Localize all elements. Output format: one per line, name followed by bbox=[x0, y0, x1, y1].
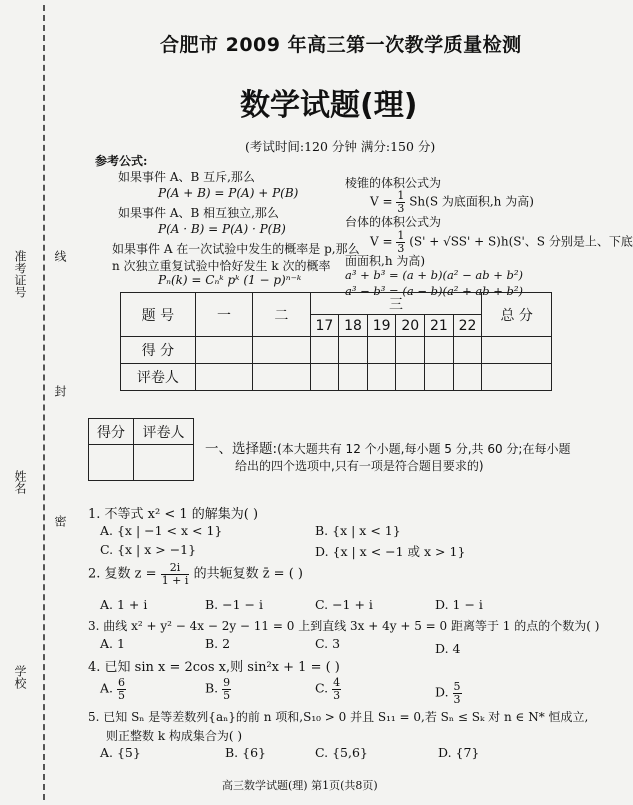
q4-option-a[interactable]: A. $\frac{6}{5}$ bbox=[100, 676, 125, 702]
seal-char-xian: 线 bbox=[53, 250, 67, 262]
grader-box-score-cell[interactable] bbox=[89, 445, 134, 481]
col-part-one: 一 bbox=[195, 293, 252, 337]
question-5-stem: 5. 已知 Sₙ 是等差数列{aₙ}的前 n 项和,S₁₀ > 0 并且 S₁₁ = 0,若 Sₙ ≤ Sₖ 对 n ∈ N* 恒成立, bbox=[88, 710, 589, 724]
q4-option-c[interactable]: C. $\frac{4}{3}$ bbox=[315, 676, 341, 702]
q2-option-d[interactable]: D. 1 − i bbox=[435, 597, 483, 612]
q5-option-a[interactable]: A. {5} bbox=[100, 745, 141, 760]
q2-option-a[interactable]: A. 1 + i bbox=[100, 597, 148, 612]
question-2-stem: 2. 复数 z = $\frac{2i}{1 + i}$ 的共轭复数 z̄ = ( ) bbox=[88, 561, 303, 587]
col-total: 总 分 bbox=[482, 293, 552, 337]
question-5-stem-cont: 则正整数 k 构成集合为( ) bbox=[106, 729, 243, 743]
q1-option-a[interactable]: A. {x | −1 < x < 1} bbox=[100, 523, 223, 538]
grader-cell[interactable] bbox=[453, 364, 482, 391]
grader-box bbox=[88, 418, 194, 481]
grader-cell[interactable] bbox=[396, 364, 425, 391]
score-cell[interactable] bbox=[396, 337, 425, 364]
col-part-two: 二 bbox=[253, 293, 310, 337]
q5-option-b[interactable]: B. {6} bbox=[225, 745, 266, 760]
score-cell[interactable] bbox=[253, 337, 310, 364]
paper-subtitle: 数学试题(理) bbox=[240, 88, 418, 123]
score-cell[interactable] bbox=[453, 337, 482, 364]
grader-cell[interactable] bbox=[310, 364, 339, 391]
grader-box-score-label: 得分 bbox=[89, 419, 134, 445]
frustum-formula-cont: 面面积,h 为高) bbox=[345, 254, 426, 268]
name-label: 姓名 bbox=[13, 470, 27, 494]
formula-2-desc: 如果事件 A、B 相互独立,那么 bbox=[118, 206, 279, 220]
score-cell[interactable] bbox=[425, 337, 454, 364]
exam-title: 合肥市 2009 年高三第一次教学质量检测 bbox=[160, 34, 522, 56]
formula-3-desc2: n 次独立重复试验中恰好发生 k 次的概率 bbox=[112, 259, 331, 273]
sub-col-19: 19 bbox=[367, 315, 396, 337]
q3-option-c[interactable]: C. 3 bbox=[315, 636, 341, 651]
pyramid-heading: 棱锥的体积公式为 bbox=[345, 176, 442, 190]
question-4-stem: 4. 已知 sin x = 2cos x,则 sin²x + 1 = ( ) bbox=[88, 660, 340, 675]
score-cell[interactable] bbox=[310, 337, 339, 364]
grader-cell[interactable] bbox=[482, 364, 552, 391]
frustum-heading: 台体的体积公式为 bbox=[345, 215, 442, 229]
score-cell[interactable] bbox=[482, 337, 552, 364]
col-part-three: 三 bbox=[310, 293, 482, 315]
row-label-score: 得 分 bbox=[121, 337, 196, 364]
section1-desc: 给出的四个选项中,只有一项是符合题目要求的) bbox=[235, 459, 484, 473]
question-1-stem: 1. 不等式 x² < 1 的解集为( ) bbox=[88, 507, 259, 522]
row-label-grader: 评卷人 bbox=[121, 364, 196, 391]
grader-box-grader-cell[interactable] bbox=[134, 445, 194, 481]
frustum-formula: V = $\frac{1}{3}$ (S' + √SS' + S)h(S'、S 分别是上、下底 bbox=[370, 229, 633, 255]
grader-cell[interactable] bbox=[253, 364, 310, 391]
exam-info: (考试时间:120 分钟 满分:150 分) bbox=[245, 139, 436, 154]
exam-id-label: 准考证号 bbox=[13, 250, 27, 298]
q5-option-c[interactable]: C. {5,6} bbox=[315, 745, 368, 760]
q4-option-d[interactable]: D. $\frac{5}{3}$ bbox=[435, 680, 461, 706]
score-table bbox=[120, 292, 552, 391]
q3-option-a[interactable]: A. 1 bbox=[100, 636, 125, 651]
sub-col-21: 21 bbox=[425, 315, 454, 337]
school-label: 学校 bbox=[13, 665, 27, 689]
score-cell[interactable] bbox=[367, 337, 396, 364]
grader-box-grader-label: 评卷人 bbox=[134, 419, 194, 445]
seal-char-mi: 密 bbox=[53, 515, 67, 527]
formula-1-desc: 如果事件 A、B 互斥,那么 bbox=[118, 170, 255, 184]
sub-col-17: 17 bbox=[310, 315, 339, 337]
sub-col-20: 20 bbox=[396, 315, 425, 337]
q1-option-d[interactable]: D. {x | x < −1 或 x > 1} bbox=[315, 544, 466, 559]
formula-3-desc: 如果事件 A 在一次试验中发生的概率是 p,那么 bbox=[112, 242, 360, 256]
q2-option-c[interactable]: C. −1 + i bbox=[315, 597, 373, 612]
grader-cell[interactable] bbox=[339, 364, 368, 391]
formula-heading: 参考公式: bbox=[95, 154, 148, 168]
sub-col-18: 18 bbox=[339, 315, 368, 337]
score-cell[interactable] bbox=[339, 337, 368, 364]
formula-2: P(A · B) = P(A) · P(B) bbox=[158, 222, 286, 236]
cube-diff-formula: a³ − b³ = (a − b)(a² + ab + b²) bbox=[345, 284, 523, 298]
q1-option-c[interactable]: C. {x | x > −1} bbox=[100, 542, 197, 557]
formula-3: Pₙ(k) = Cₙᵏ pᵏ (1 − p)ⁿ⁻ᵏ bbox=[158, 273, 302, 287]
q3-option-b[interactable]: B. 2 bbox=[205, 636, 231, 651]
q4-option-b[interactable]: B. $\frac{9}{5}$ bbox=[205, 676, 231, 702]
q3-option-d[interactable]: D. 4 bbox=[435, 641, 461, 656]
row-label-question: 题 号 bbox=[121, 293, 196, 337]
pyramid-formula: V = $\frac{1}{3}$ Sh(S 为底面积,h 为高) bbox=[370, 189, 534, 215]
q1-option-b[interactable]: B. {x | x < 1} bbox=[315, 523, 401, 538]
question-3-stem: 3. 曲线 x² + y² − 4x − 2y − 11 = 0 上到直线 3x + 4y + 5 = 0 距离等于 1 的点的个数为( ) bbox=[88, 619, 600, 633]
sub-col-22: 22 bbox=[453, 315, 482, 337]
binding-dashed-line bbox=[43, 5, 45, 800]
q2-option-b[interactable]: B. −1 − i bbox=[205, 597, 263, 612]
section1-title: 一、选择题:(本大题共有 12 个小题,每小题 5 分,共 60 分;在每小题 bbox=[205, 441, 571, 457]
q5-option-d[interactable]: D. {7} bbox=[438, 745, 480, 760]
seal-char-feng: 封 bbox=[53, 385, 67, 397]
formula-1: P(A + B) = P(A) + P(B) bbox=[158, 186, 299, 200]
page-footer: 高三数学试题(理) 第1页(共8页) bbox=[222, 779, 378, 792]
grader-cell[interactable] bbox=[195, 364, 252, 391]
score-cell[interactable] bbox=[195, 337, 252, 364]
cube-sum-formula: a³ + b³ = (a + b)(a² − ab + b²) bbox=[345, 268, 523, 282]
grader-cell[interactable] bbox=[367, 364, 396, 391]
grader-cell[interactable] bbox=[425, 364, 454, 391]
